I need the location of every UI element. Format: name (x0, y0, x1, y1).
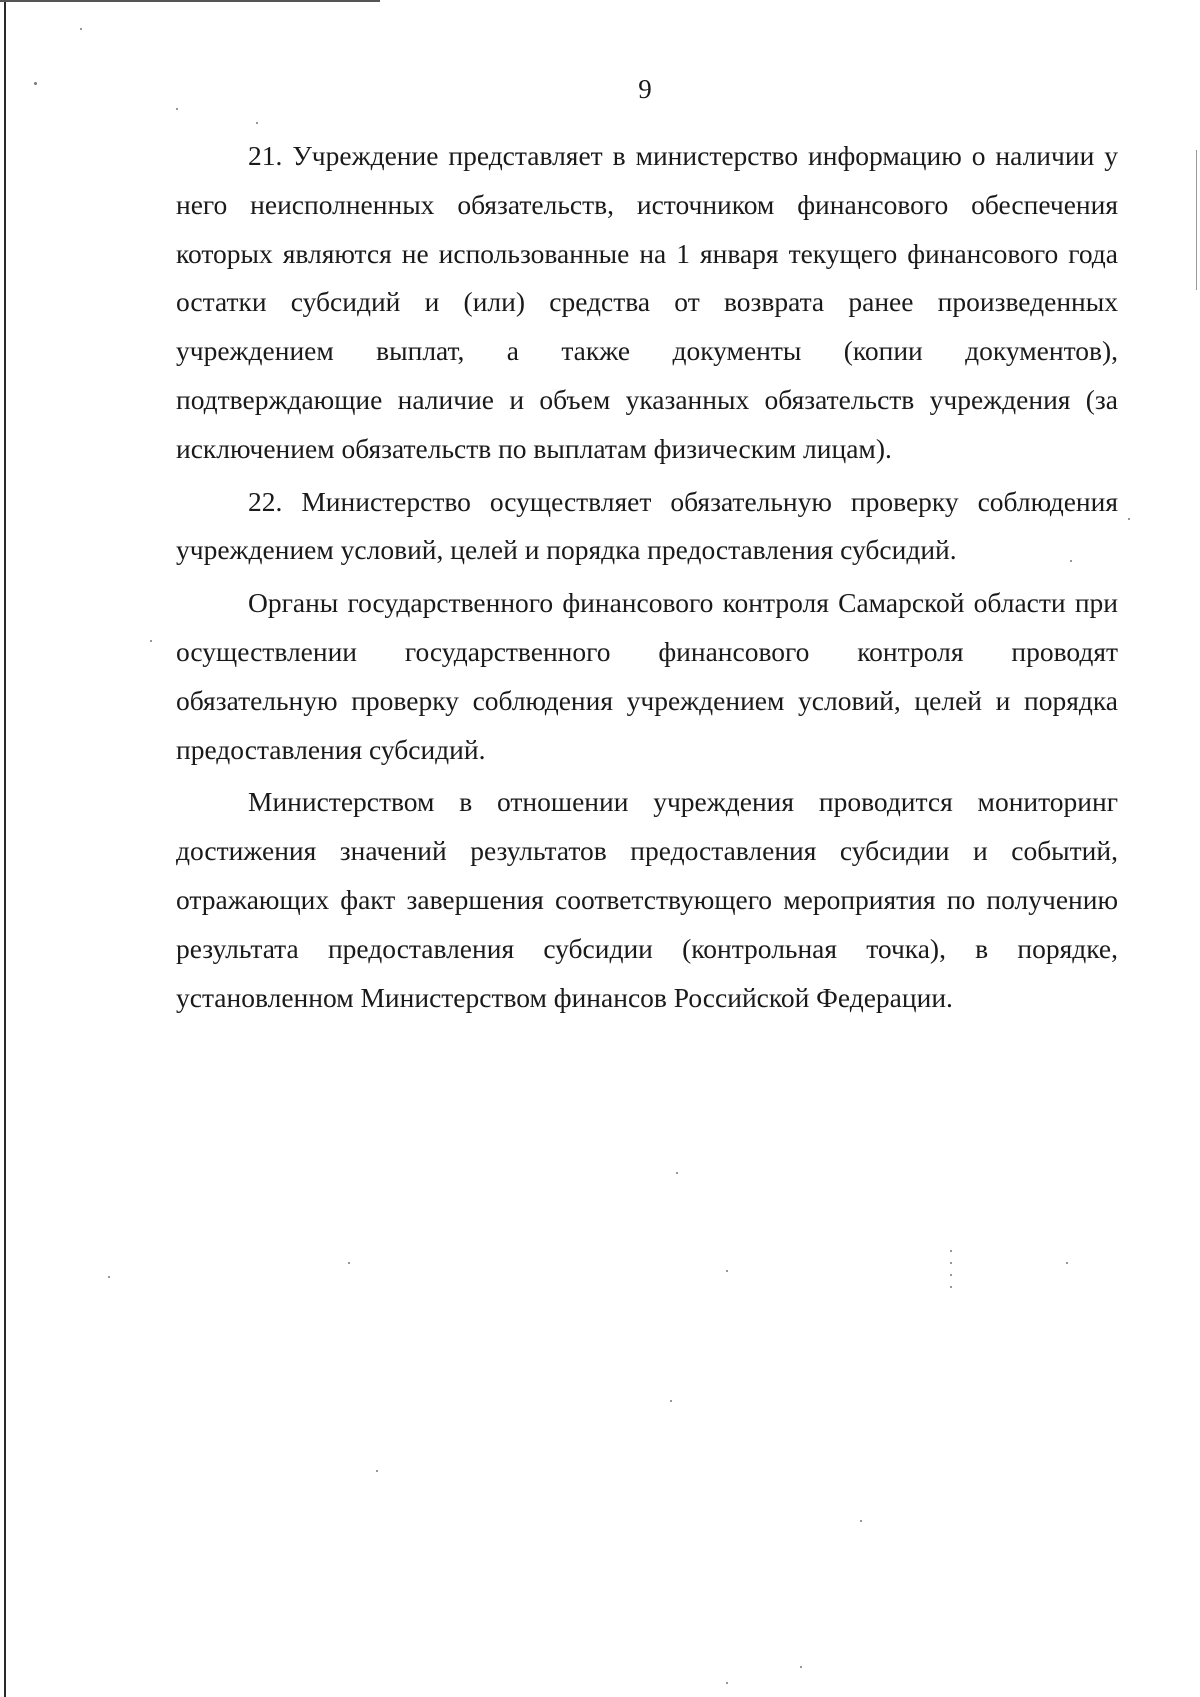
scan-speck (1128, 518, 1130, 520)
scan-speck (726, 1270, 728, 1272)
paragraph-monitoring: Министерством в отношении учреждения проводится мониторинг достижения значений результатов предоставления субсидии и событий, отражающих факт завершения соответствующего мероприятия по получению результата предоставления субсидии (контрольная точка), в порядке, установленном Министерством финансов Российской Федерации. (176, 786, 1118, 1013)
scan-speck (950, 1250, 952, 1252)
scan-speck (150, 640, 152, 642)
document-body (176, 132, 1118, 1026)
scan-edge-top (0, 0, 380, 2)
scan-speck (80, 28, 82, 30)
paragraph-21: 21. Учреждение представляет в министерство информацию о наличии у него неисполненных обязательств, источником финансового обеспечения которых являются не использованные на 1 января текущего финансового года остатки субсидий и (или) средства от возврата ранее произведенных учреждением выплат, а также документы (копии документов), подтверждающие наличие и объем указанных обязательств учреждения (за исключением обязательств по выплатам физическим лицам). (176, 140, 1118, 464)
scan-speck (950, 1286, 952, 1288)
scan-speck (860, 1520, 862, 1522)
paragraph-control-bodies: Органы государственного финансового контроля Самарской области при осуществлении государственного финансового контроля проводят обязательную проверку соблюдения учреждением условий, целей и порядка предоставления субсидий. (176, 587, 1118, 765)
scan-edge-left (4, 0, 6, 1697)
scan-speck (34, 82, 37, 85)
scan-speck (376, 1470, 378, 1472)
scan-speck (1066, 1262, 1068, 1264)
scan-speck (256, 122, 258, 124)
scan-speck (670, 1400, 672, 1402)
scan-speck (108, 1276, 110, 1278)
paragraph-22: 22. Министерство осуществляет обязательную проверку соблюдения учреждением условий, целей и порядка предоставления субсидий. (176, 485, 1118, 566)
scan-speck (950, 1262, 952, 1264)
scan-speck (1070, 560, 1072, 562)
scan-speck (176, 108, 178, 110)
scan-speck (726, 1682, 728, 1684)
scan-speck (800, 1666, 802, 1668)
scan-speck (676, 1172, 678, 1174)
scan-edge-right (1196, 150, 1197, 290)
scan-speck (950, 1274, 952, 1276)
page-number: 9 (638, 74, 652, 104)
scan-speck (348, 1262, 350, 1264)
